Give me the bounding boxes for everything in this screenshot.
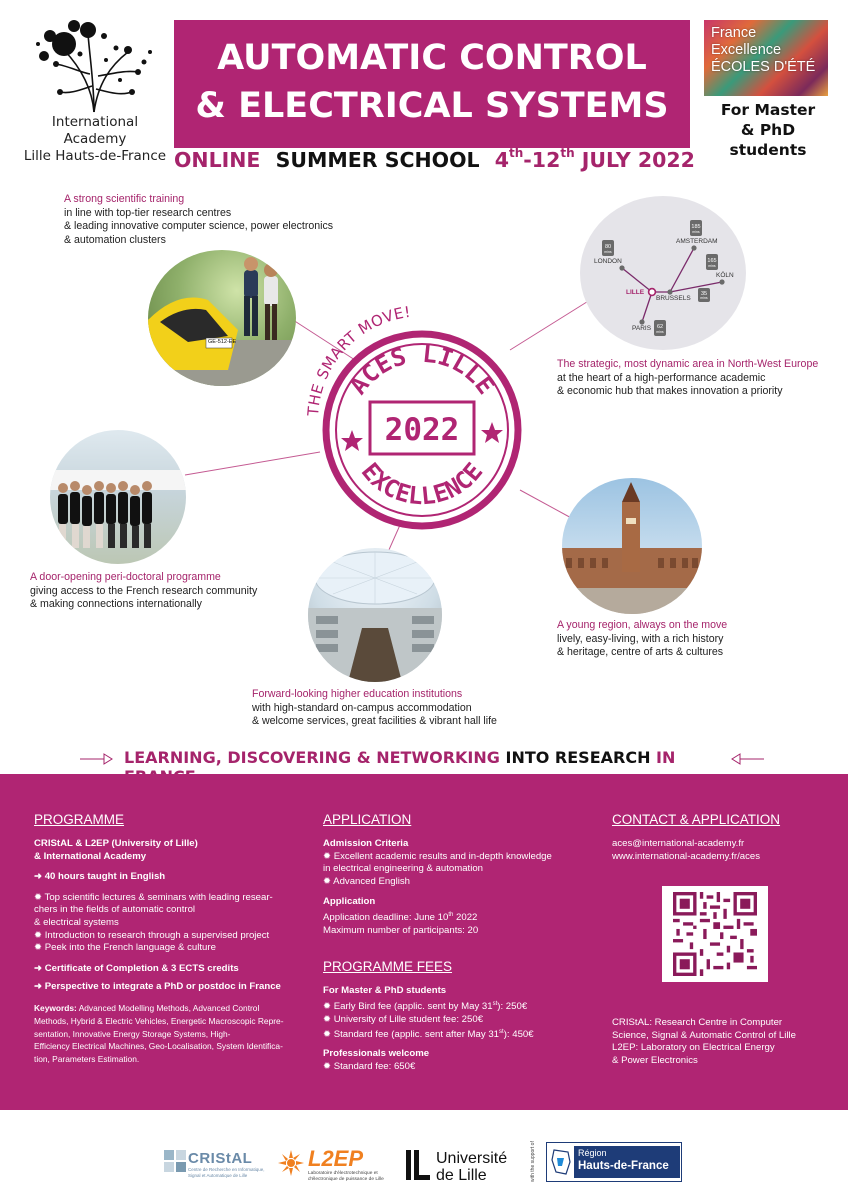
- l2ep-desc: [612, 1042, 826, 1055]
- academy-name-line1: International Academy: [51, 114, 139, 147]
- tagline-part1: LEARNING, DISCOVERING & NETWORKING: [124, 748, 500, 767]
- car-plate-text: GE-512-EE: [208, 339, 237, 345]
- map-mins-label: mins: [656, 330, 664, 334]
- th-2: th: [560, 146, 575, 161]
- car-lab-photo: [148, 250, 296, 386]
- deadline: [323, 909, 593, 925]
- universite-lille-logo: [406, 1146, 526, 1186]
- contact-title: CONTACT & APPLICATION: [612, 812, 781, 827]
- cristal-desc-1: : Research Centre in Computer: [649, 1017, 783, 1028]
- map-city-brussels: BRUSSELS: [656, 295, 691, 302]
- blurb-area: [557, 358, 818, 399]
- fee-early-bird-b: ): 250€: [497, 1001, 528, 1013]
- fees-heading-1: For Master & PhD students: [323, 985, 447, 997]
- map-mins-label: mins: [708, 264, 716, 268]
- blurb-area-l2: & economic hub that makes innovation a priority: [557, 385, 783, 397]
- blurb-door: [30, 571, 257, 612]
- blurb-training: [64, 193, 333, 247]
- criteria-heading: Admission Criteria: [323, 838, 409, 849]
- online-label: ONLINE: [174, 148, 261, 172]
- l2ep-logo-sub1: Laboratoire d'électrotechnique et: [308, 1171, 378, 1176]
- map-city-koln: KÖLN: [716, 272, 734, 279]
- blurb-door-l2: & making connections internationally: [30, 598, 202, 610]
- cristal-desc: [612, 1017, 826, 1030]
- map-city-amsterdam: AMSTERDAM: [676, 238, 718, 245]
- tagline-part2: INTO RESEARCH: [505, 748, 651, 767]
- map-city-lille: LILLE: [626, 289, 645, 296]
- programme-column: [34, 812, 296, 1066]
- seal-smart-move: THE SMART MOVE!: [304, 302, 412, 417]
- month-year: JULY 2022: [581, 148, 695, 172]
- max-participants: Maximum number of participants: 20: [323, 924, 479, 936]
- keywords-l3: sentation, Innovative Energy Storage Systems, High-: [34, 1028, 231, 1039]
- l2ep-sun-icon: [278, 1150, 304, 1176]
- blurb-area-heading: The strategic, most dynamic area in North-West Europe: [557, 358, 819, 370]
- fee-standard: [323, 1026, 593, 1042]
- application-column: [323, 812, 593, 1073]
- programme-b1c: & electrical systems: [34, 916, 119, 928]
- aces-seal: [290, 280, 550, 550]
- blurb-training-heading: A strong scientific training: [64, 193, 185, 205]
- blurb-institutions: [252, 688, 497, 729]
- students-photo: [50, 430, 186, 564]
- l2ep-label: L2EP: [612, 1042, 636, 1054]
- fee-standard-a: ✹ Standard fee (applic. sent after May 31: [323, 1029, 500, 1041]
- star-icon: [481, 422, 503, 443]
- fee-student: ✹ University of Lille student fee: 250€: [323, 1013, 484, 1025]
- cristal-logo-text: CRIStAL: [188, 1150, 253, 1167]
- blurb-region-l2: & heritage, centre of arts & cultures: [557, 646, 724, 658]
- support-label: with the support of: [530, 1141, 536, 1182]
- cristal-logo: [164, 1146, 264, 1186]
- ulille-mark-icon: [406, 1150, 430, 1180]
- academy-name-line2: Lille Hauts-de-France: [23, 148, 167, 164]
- region-map-icon: [550, 1148, 572, 1176]
- qr-code-icon: [672, 892, 758, 976]
- deadline-a: Application deadline: June 10: [323, 912, 449, 924]
- fee-early-bird-a: ✹ Early Bird fee (applic. sent by May 31: [323, 1001, 493, 1013]
- cristal-logo-sub1: Centre de Recherche en Informatique,: [188, 1167, 265, 1172]
- keywords-l1: Advanced Modelling Methods, Advanced Control: [76, 1002, 260, 1013]
- programme-b1a: ✹ Top scientific lectures & seminars with leading resear-: [34, 891, 273, 903]
- ulille-text1: Université: [436, 1150, 508, 1167]
- map-time-brussels: 35: [700, 291, 708, 297]
- qr-code[interactable]: [662, 886, 768, 982]
- programme-org2: & International Academy: [34, 850, 147, 862]
- programme-org1: CRIStAL & L2EP (University of Lille): [34, 838, 198, 849]
- l2ep-logo: [278, 1144, 394, 1188]
- region-logo: [546, 1142, 682, 1182]
- deadline-b: 2022: [453, 912, 478, 924]
- map-time-amsterdam: 185: [691, 224, 701, 230]
- deadline-th: th: [448, 911, 454, 918]
- blurb-training-l3: & automation clusters: [64, 233, 166, 246]
- seal-year: 2022: [384, 412, 460, 448]
- l2ep-logo-text: L2EP: [308, 1146, 364, 1171]
- programme-title: PROGRAMME: [34, 812, 125, 827]
- map-city-london: LONDON: [594, 258, 622, 265]
- application-heading: Application: [323, 896, 376, 908]
- blurb-institutions-l1: with high-standard on-campus accommodation: [252, 701, 472, 714]
- criteria-1b: in electrical engineering & automation: [323, 863, 483, 875]
- banner-title-line1: AUTOMATIC CONTROL: [217, 38, 647, 78]
- fe-line1: France: [711, 25, 757, 41]
- blurb-door-heading: A door-opening peri-doctoral programme: [30, 571, 221, 583]
- fee-early-bird: [323, 998, 593, 1014]
- map-mins-label: mins: [692, 230, 700, 234]
- audience-line2: & PhD students: [729, 121, 807, 159]
- contact-url[interactable]: www.international-academy.fr/aces: [612, 850, 761, 862]
- cristal-label: CRIStAL: [612, 1017, 650, 1028]
- europe-map: [580, 196, 746, 350]
- blurb-region-heading: A young region, always on the move: [557, 619, 728, 631]
- blurb-training-l2: & leading innovative computer science, power electronics: [64, 220, 334, 232]
- region-text1: Région: [578, 1148, 607, 1158]
- l2ep-logo-sub2: d'électronique de puissance de Lille: [308, 1177, 384, 1182]
- seal-top: ACES LILLE: [343, 339, 501, 400]
- map-city-paris: PARIS: [632, 325, 652, 332]
- programme-b1b: chers in the fields of automatic control: [34, 904, 196, 916]
- programme-b2: ✹ Introduction to research through a supervised project: [34, 929, 270, 941]
- fee-standard-b: ): 450€: [503, 1029, 534, 1041]
- banner-title-line2: & ELECTRICAL SYSTEMS: [195, 86, 669, 126]
- blurb-region-l1: lively, easy-living, with a rich history: [557, 632, 724, 645]
- lille-square-photo: [562, 478, 702, 614]
- blurb-institutions-l2: & welcome services, great facilities & vibrant hall life: [252, 715, 497, 727]
- keywords-l5: tion, Parameters Estimation.: [34, 1054, 140, 1065]
- fe-line3: ÉCOLES D'ÉTÉ: [711, 59, 816, 75]
- fees-title: PROGRAMME FEES: [323, 959, 453, 975]
- blurb-region: [557, 619, 727, 660]
- day-start: 4: [494, 148, 510, 172]
- partner-logos: [0, 1110, 848, 1200]
- cristal-desc-2: Science, Signal & Automatic Control of Lille: [612, 1029, 796, 1041]
- programme-b3: ✹ Peek into the French language & culture: [34, 942, 216, 954]
- l2ep-desc-2: & Power Electronics: [612, 1054, 698, 1066]
- criteria-1a: ✹ Excellent academic results and in-depth knowledge: [323, 850, 552, 862]
- blurb-door-l1: giving access to the French research community: [30, 584, 258, 597]
- contact-email[interactable]: aces@international-academy.fr: [612, 838, 745, 849]
- summer-school-label: SUMMER SCHOOL: [275, 148, 480, 172]
- fee-professional: ✹ Standard fee: 650€: [323, 1060, 416, 1072]
- blurb-institutions-heading: Forward-looking higher education institutions: [252, 688, 463, 700]
- seal-bottom: EXCELLENCE: [355, 457, 489, 511]
- keywords-l4: Efficiency Electrical Machines, Geo-Localisation, System Identifica-: [34, 1041, 283, 1052]
- criteria-2: ✹ Advanced English: [323, 875, 410, 887]
- keywords-label: Keywords:: [34, 1002, 77, 1013]
- day-end: -12: [523, 148, 561, 172]
- map-time-london: 80: [604, 244, 612, 250]
- contact-column: [612, 812, 826, 863]
- star-icon: [341, 430, 363, 451]
- blurb-area-l1: at the heart of a high-performance academic: [557, 371, 766, 384]
- fe-line2: Excellence: [711, 42, 782, 58]
- keywords: [34, 1002, 296, 1066]
- map-mins-label: mins: [700, 296, 708, 300]
- programme-perspective: ➜ Perspective to integrate a PhD or postdoc in France: [34, 981, 281, 993]
- blurb-training-l1: in line with top-tier research centres: [64, 206, 232, 219]
- audience-line1: For Master: [720, 101, 816, 119]
- fees-heading-2: Professionals welcome: [323, 1048, 430, 1060]
- map-mins-label: mins: [604, 250, 612, 254]
- keywords-l2: Methods, Hybrid & Electric Vehicles, Energetic Macroscopic Repre-: [34, 1015, 284, 1026]
- map-time-paris: 62: [656, 324, 664, 330]
- programme-cert: ➜ Certificate of Completion & 3 ECTS credits: [34, 962, 239, 974]
- campus-atrium-photo: [308, 548, 442, 682]
- programme-hours: ➜ 40 hours taught in English: [34, 871, 166, 883]
- fee-standard-st: st: [499, 1029, 504, 1036]
- info-footer: [0, 774, 848, 1110]
- cristal-logo-sub2: Signal et Automatique de Lille: [188, 1173, 248, 1178]
- cristal-squares-icon: [164, 1150, 186, 1176]
- fee-early-bird-st: st: [492, 1000, 498, 1007]
- ulille-text2: de Lille: [436, 1167, 487, 1184]
- region-text2: Hauts-de-France: [578, 1160, 669, 1172]
- lab-descriptions: [612, 1017, 826, 1067]
- tagline-part3: IN: [656, 748, 676, 767]
- tagline: [124, 748, 734, 770]
- th-1: th: [509, 146, 524, 161]
- map-time-koln: 165: [707, 258, 717, 264]
- application-title: APPLICATION: [323, 812, 412, 827]
- l2ep-desc-1: : Laboratory on Electrical Energy: [635, 1042, 775, 1054]
